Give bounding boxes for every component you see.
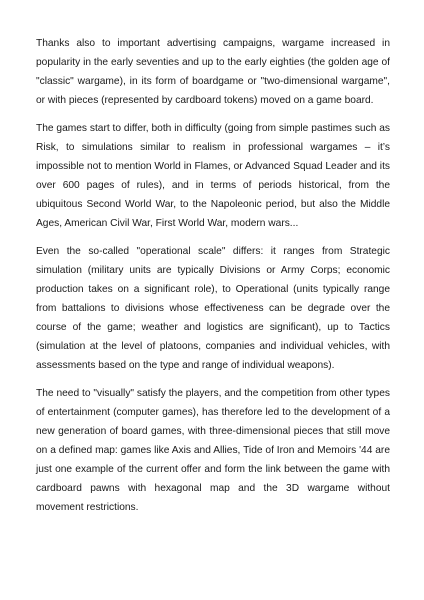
- paragraph-games-differ: The games start to differ, both in difficulty (going from simple pastimes such as Risk, to simulations similar to realism in professional wargames – it’s impossible not to mention World in Flames, or Advanced Squad Leader and its over 600 pages of rules), and in terms of periods historical, from the ubiquitous Second World War, to the Napoleonic period, but also the Middle Ages, American Civil War, First World War, modern wars...: [36, 123, 390, 229]
- paragraph-advertising-campaigns: Thanks also to important advertising campaigns, wargame increased in popularity in the early seventies and up to the early eighties (the golden age of "classic" wargame), in its form of boardgame or "two-dimensional wargame", or with pieces (represented by cardboard tokens) moved on a game board.: [36, 38, 390, 106]
- paragraph-new-generation: The need to "visually" satisfy the players, and the competition from other types of entertainment (computer games), has therefore led to the development of a new generation of board games, with three-dimensional pieces that still move on a defined map: games like Axis and Allies, Tide of Iron and Memoirs '44 are just one example of the current offer and form the link between the game with cardboard pawns with hexagonal map and the 3D wargame without movement restrictions.: [36, 388, 390, 513]
- document-page: [36, 34, 390, 526]
- paragraph-operational-scale: Even the so-called "operational scale" differs: it ranges from Strategic simulation (military units are typically Divisions or Army Corps; economic production takes on a significant role), to Operational (units typically range from battalions to divisions whose effectiveness can be degrade over the course of the game; weather and logistics are significant), up to Tactics (simulation at the level of platoons, companies and individual vehicles, with assessments based on the type and range of individual weapons).: [36, 246, 390, 371]
